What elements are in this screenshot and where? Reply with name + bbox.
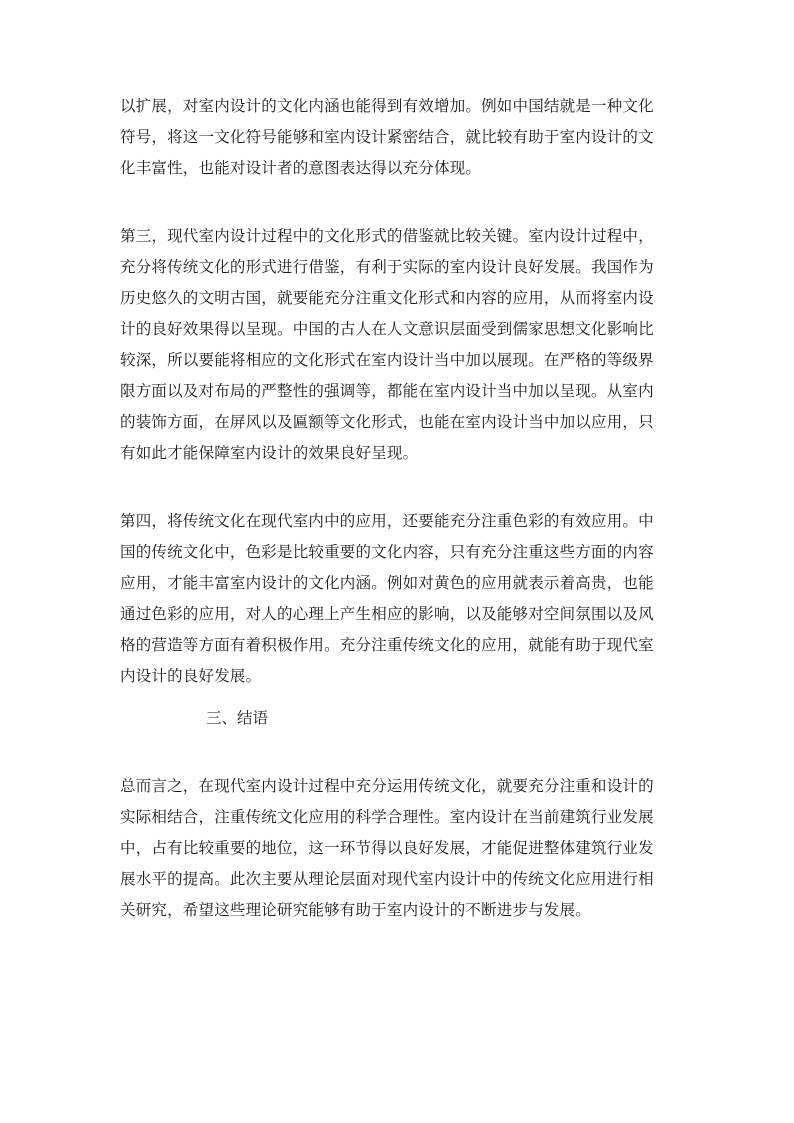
text-line: 第四，将传统文化在现代室内中的应用，还要能充分注重色彩的有效应用。中 <box>120 512 654 530</box>
text-line: 第三，现代室内设计过程中的文化形式的借鉴就比较关键。室内设计过程中， <box>120 227 654 245</box>
paragraph-fourth <box>120 506 680 692</box>
section-heading-conclusion: 三、结语 <box>206 709 269 727</box>
text-line: 符号，将这一文化符号能够和室内设计紧密结合，就比较有助于室内设计的文 <box>120 128 654 146</box>
text-line: 化丰富性，也能对设计者的意图表达得以充分体现。 <box>120 159 482 177</box>
text-line: 格的营造等方面有着积极作用。充分注重传统文化的应用，就能有助于现代室 <box>120 636 654 654</box>
text-line: 总而言之，在现代室内设计过程中充分运用传统文化，就要充分注重和设计的 <box>120 777 654 795</box>
text-line: 限方面以及对布局的严整性的强调等，都能在室内设计当中加以呈现。从室内 <box>120 382 654 400</box>
text-line: 关研究，希望这些理论研究能够有助于室内设计的不断进步与发展。 <box>120 901 592 919</box>
text-line: 国的传统文化中，色彩是比较重要的文化内容，只有充分注重这些方面的内容 <box>120 543 654 561</box>
text-line: 应用，才能丰富室内设计的文化内涵。例如对黄色的应用就表示着高贵，也能 <box>120 574 654 592</box>
text-line: 中，占有比较重要的地位，这一环节得以良好发展，才能促进整体建筑行业发 <box>120 839 654 857</box>
text-line: 展水平的提高。此次主要从理论层面对现代室内设计中的传统文化应用进行相 <box>120 870 654 888</box>
text-line: 以扩展，对室内设计的文化内涵也能得到有效增加。例如中国结就是一种文化 <box>120 97 654 115</box>
text-line: 通过色彩的应用，对人的心理上产生相应的影响，以及能够对空间氛围以及风 <box>120 605 654 623</box>
text-line: 历史悠久的文明古国，就要能充分注重文化形式和内容的应用，从而将室内设 <box>120 289 654 307</box>
text-line: 内设计的良好发展。 <box>120 667 262 685</box>
text-line: 充分将传统文化的形式进行借鉴，有利于实际的室内设计良好发展。我国作为 <box>120 258 654 276</box>
text-line: 的装饰方面，在屏风以及匾额等文化形式，也能在室内设计当中加以应用，只 <box>120 413 654 431</box>
text-line: 较深，所以要能将相应的文化形式在室内设计当中加以展现。在严格的等级界 <box>120 351 654 369</box>
text-line: 实际相结合，注重传统文化应用的科学合理性。室内设计在当前建筑行业发展 <box>120 808 654 826</box>
text-line: 有如此才能保障室内设计的效果良好呈现。 <box>120 444 419 462</box>
paragraph-continuation <box>120 91 680 184</box>
text-line: 计的良好效果得以呈现。中国的古人在人文意识层面受到儒家思想文化影响比 <box>120 320 654 338</box>
paragraph-conclusion <box>120 771 680 926</box>
paragraph-third <box>120 221 680 469</box>
